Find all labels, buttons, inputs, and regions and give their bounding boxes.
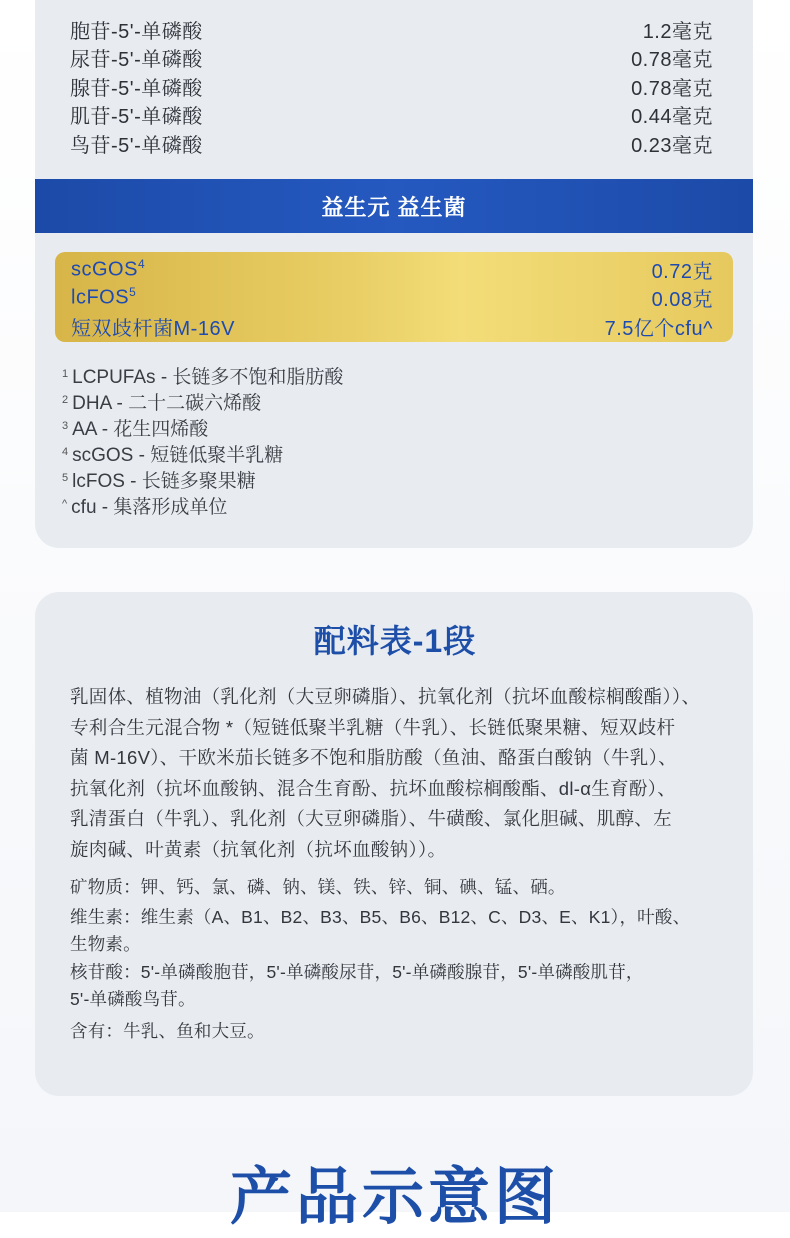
ingredients-line: 旋肉碱、叶黄素（抗氧化剂（抗坏血酸钠））。 [70, 838, 447, 860]
nutrient-value: 0.44毫克 [631, 106, 713, 129]
ingredients-line: 乳固体、植物油（乳化剂（大豆卵磷脂）、抗氧化剂（抗坏血酸棕榈酸酯））、 [70, 686, 701, 707]
ingredients-paragraph [70, 682, 730, 865]
nutrient-value: 0.08克 [651, 289, 713, 312]
nutrient-name: lcFOS$^5$ [71, 285, 137, 310]
prebiotics-highlight [55, 252, 733, 342]
footnote: $^2$ DHA - 二十二碳六烯酸 [62, 393, 262, 414]
nucleotides-text: 核苷酸：5'-单磷酸胞苷，5'-单磷酸尿苷，5'-单磷酸腺苷，5'-单磷酸肌苷， 5'-单磷酸鸟苷。 [70, 962, 644, 1009]
section-title: 益生元 益生菌 [321, 194, 467, 220]
nutrient-name: scGOS$^4$ [71, 256, 146, 281]
ingredients-line: 专利合生元混合物 *（短链低聚半乳糖（牛乳）、长链低聚果糖、短双歧杆 [70, 716, 676, 738]
nutrient-value: 0.72克 [651, 260, 713, 283]
ingredients-title: 配料表-1段 [313, 623, 477, 659]
minerals-text: 矿物质：钾、钙、氯、磷、钠、镁、铁、锌、铜、碘、锰、硒。 [70, 877, 566, 897]
nutrient-value: 7.5亿个cfu^ [604, 317, 713, 340]
table-row [70, 15, 713, 44]
nutrient-name: 短双歧杆菌M-16V [71, 317, 235, 340]
section-header-band [35, 179, 753, 233]
nutrient-name: 肌苷-5'-单磷酸 [70, 106, 203, 129]
nutrient-value: 0.23毫克 [631, 134, 713, 157]
nutrient-name: 鸟苷-5'-单磷酸 [70, 134, 203, 157]
table-row [70, 101, 713, 130]
ingredients-line: 抗氧化剂（抗坏血酸钠、混合生育酚、抗坏血酸棕榈酸酯、dl-α生育酚）、 [70, 777, 677, 799]
nutrient-name: 胞苷-5'-单磷酸 [70, 20, 203, 43]
table-row [71, 284, 713, 313]
table-row [70, 129, 713, 158]
footnote: $^5$ lcFOS - 长链多聚果糖 [62, 471, 256, 492]
footnote: $^4$ scGOS - 短链低聚半乳糖 [62, 445, 284, 466]
product-image-title: 产品示意图 [229, 1163, 560, 1232]
nutrient-name: 尿苷-5'-单磷酸 [70, 49, 203, 72]
allergens-text: 含有：牛乳、鱼和大豆。 [70, 1021, 265, 1041]
ingredients-line: 菌 M-16V）、干欧米茄长链多不饱和脂肪酸（鱼油、酪蛋白酸钠（牛乳）、 [70, 747, 677, 768]
footnotes [62, 361, 343, 517]
nutrient-name: 腺苷-5'-单磷酸 [70, 77, 203, 100]
footnote: ^ cfu - 集落形成单位 [62, 497, 228, 518]
nutrient-value: 0.78毫克 [631, 49, 713, 72]
footnote: $^3$ AA - 花生四烯酸 [62, 419, 209, 440]
nutrient-value: 1.2毫克 [642, 20, 713, 43]
ingredients-line: 乳清蛋白（牛乳）、乳化剂（大豆卵磷脂）、牛磺酸、氯化胆碱、肌醇、左 [70, 808, 672, 829]
table-row [71, 255, 713, 284]
vitamins-text: 维生素：维生素（A、B1、B2、B3、B5、B6、B12、C、D3、E、K1），叶酸、 生物素。 [70, 907, 691, 954]
nutrient-value: 0.78毫克 [631, 77, 713, 100]
table-row [70, 44, 713, 73]
table-row [71, 312, 713, 341]
table-row [70, 72, 713, 101]
nucleotide-table [70, 15, 713, 158]
footnote: $^1$ LCPUFAs - 长链多不饱和脂肪酸 [62, 367, 344, 388]
